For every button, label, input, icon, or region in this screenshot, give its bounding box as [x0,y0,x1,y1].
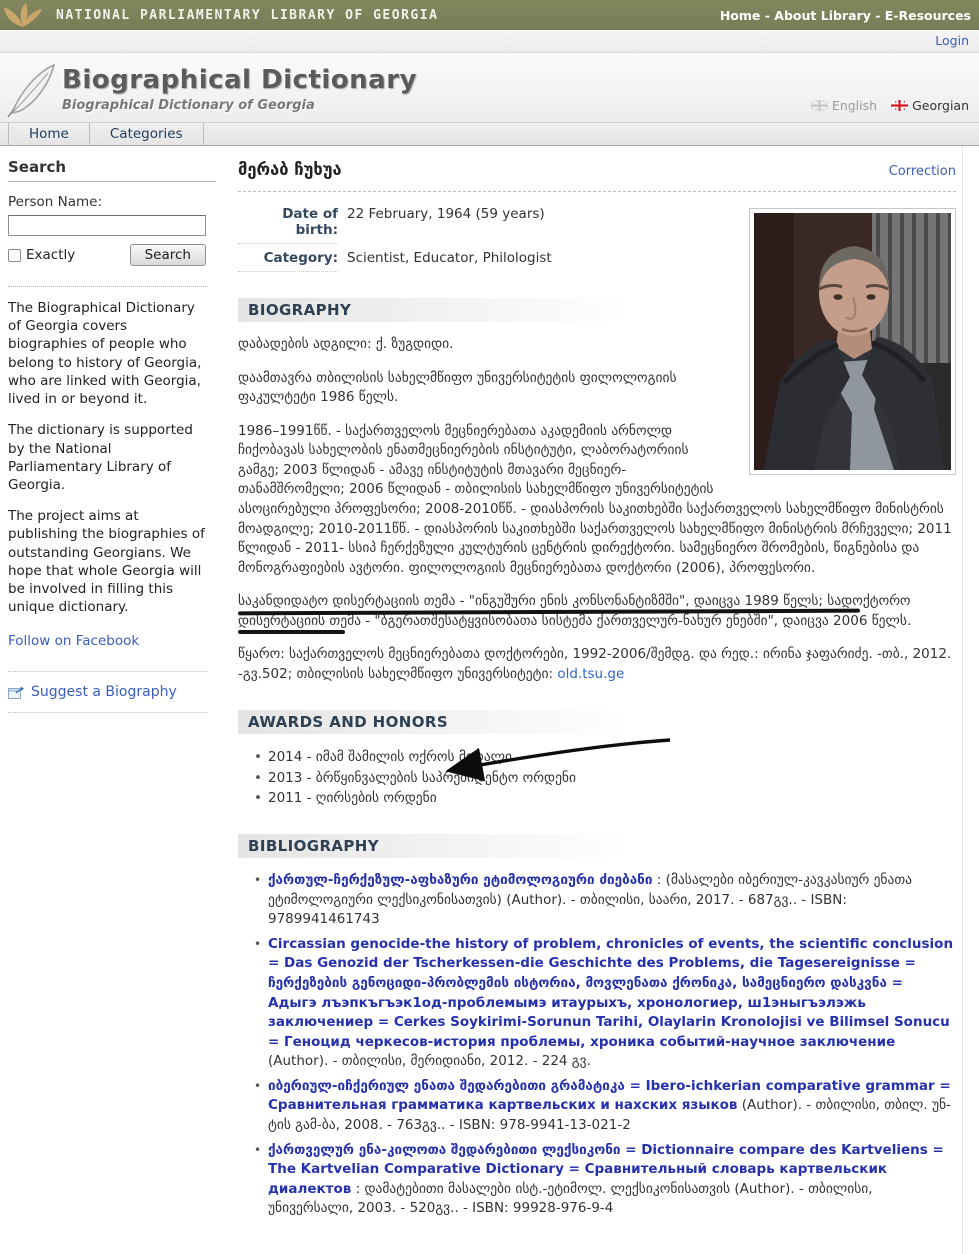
search-button[interactable]: Search [130,244,206,266]
divider [238,191,956,192]
about-paragraph: The dictionary is supported by the National Parliamentary Library of Georgia. [8,422,193,493]
biography-heading: BIOGRAPHY [238,298,630,322]
search-heading: Search [8,158,216,182]
bibliography-item-details: : (მასალები იბერიულ-კავკასიურ ენათა ეტიმოლოგიური ლექსიკონისათვის) (Author). - თბილისი, საარი, 2017. - 687გვ.. - ISBN: 9789941461743 [268,872,913,928]
language-english-link[interactable] [811,98,877,113]
category-label: Category: [238,250,338,272]
uk-flag-icon [811,98,828,113]
quill-icon [4,61,60,119]
top-nav-about-library[interactable]: About Library [774,7,871,23]
follow-facebook-link[interactable]: Follow on Facebook [8,632,140,649]
bibliography-item [268,1141,956,1219]
language-switcher [811,98,969,113]
site-subheading: Biographical Dictionary of Georgia [62,97,315,113]
source-paragraph [238,645,956,684]
suggest-biography-label: Suggest a Biography [31,683,177,700]
bibliography-title-link[interactable]: Circassian genocide-the history of problem, chronicles of events, the scientific conclusion = Das Genozid der Tscherkessen-die Geschichte des Problems, die Tagesereignisse = ჩერქეზების გენოციდი-პრობლემის ისტორია, მოვლენათა ქრონიკა, სამეცნიერო დასკვნა = Адыгэ лъэпкъгъэк1од-проблемымэ итаурыхъ, хронологиер, ш1эныгъэлэжь заключениер = Cerkes Soykirimi-Sorunun Tarihi, Olaylarin Kronolojisi ve Bilimsel Sonucu = Геноцид черкесов-история проблемы, хроника событий-научное заключение [268,935,954,1050]
bibliography-item [268,871,956,930]
category-value: Scientist, Educator, Philologist [347,250,552,266]
exactly-checkbox[interactable] [8,249,21,262]
sidebar [8,154,216,1224]
content-area [0,146,963,1254]
dissertation-rest-text: სადოქტორო დისერტაციის თემა - "ბგერათშესატყვისობათა სისტემა ქართველურ-ნახურ ენებში", დაიცვა 2006 წელს. [238,593,912,629]
suggest-biography-link[interactable] [8,684,216,700]
tab-categories[interactable]: Categories [90,123,204,145]
divider [8,712,208,713]
language-georgian-label: Georgian [912,98,969,113]
tsu-link[interactable]: old.tsu.ge [557,665,625,682]
portrait-photo [749,208,956,475]
divider [8,671,208,672]
main-content [216,154,962,1224]
person-name: მერაბ ჩუხუა [238,160,342,179]
tab-home[interactable]: Home [8,123,90,145]
awards-heading: AWARDS AND HONORS [238,710,630,734]
site-title: NATIONAL PARLIAMENTARY LIBRARY OF GEORGIA [56,7,439,23]
dissertation-paragraph [238,592,956,631]
pen-underline-annotation [238,630,345,634]
bibliography-title-link[interactable]: ქართულ-ჩერქეზულ-აფხაზური ეტიმოლოგიური ძიებანი [268,872,653,889]
dissertation-underlined-text: საკანდიდატო დისერტაციის თემა - "ინგუშური ენის კონსონანტიზმში", დაიცვა 1989 წელს; [238,593,823,610]
page-header [0,53,979,122]
nav-separator: - [760,7,775,23]
divider [8,286,208,287]
award-item: • 2014 - იმამ შამილის ოქროს მედალი [268,747,956,767]
library-logo-icon [2,2,44,28]
person-details-block [238,206,956,1219]
biography-paragraph: 1986–1991წწ. - საქართველოს მეცნიერებათა აკადემიის არნოლდ ჩიქობავას სახელობის ენათმეცნიერების ინსტიტუტი, ლაბორატორიის გამგე; 2003 წლიდან - ამავე ინსტიტუტის მთავარი მეცნიერ-თანამშრომელი; 2006 წლიდან - თბილისის სახელმწიფო უნივერსიტეტის ასოცირებული პროფესორი; 2008-2010წწ. - დიასპორის საკითხებში საქართველოს სახელმწიფო მინისტრის მოადგილე; 2010-2011წწ. - დიასპორის საკითხებში საქართველოს სახელმწიფო მინისტრის მრჩეველი; 2011 წლიდან - 2011- სსიპ ჩერქეზული კულტურის ცენტრის დირექტორი. სამეცნიერო შრომების, წიგნებისა და მონოგრაფიების ავტორი. ფილოლოგიის მეცნიერებათა დოქტორი (2006), პროფესორი. [238,422,952,576]
login-strip [0,30,979,53]
bibliography-item-details: : დამატებითი მასალები ისტ.-ეტიმოლ. ლექსიკონისათვის (Author). - თბილისი, უნივერსალი, 2003. - 520გვ.. - ISBN: 99928-976-9-4 [268,1180,873,1217]
bibliography-item [268,1077,956,1136]
bibliography-item-details: (Author). - თბილისი, თბილ. უნ-ტის გამ-ბა, 2008. - 763გვ.. - ISBN: 978-9941-13-021-2 [268,1097,951,1133]
nav-separator: - [870,7,885,23]
biography-paragraph: დაამთავრა თბილისის სახელმწიფო უნივერსიტეტის ფილოლოგიის ფაკულტეტი 1986 წელს. [238,369,677,406]
person-name-input[interactable] [8,215,206,236]
tab-bar [0,122,979,146]
about-paragraph: The Biographical Dictionary of Georgia covers biographies of people who belong to history of Georgia, who are linked with Georgia, lived in or beyond it. [8,300,202,408]
top-nav-home[interactable]: Home [719,7,761,23]
login-link[interactable]: Login [935,33,969,48]
site-heading: Biographical Dictionary [62,64,417,95]
top-nav [720,8,971,23]
correction-link[interactable]: Correction [888,164,956,179]
awards-section [238,710,956,808]
language-georgian-link[interactable] [891,98,969,113]
top-nav-e-resources[interactable]: E-Resources [884,7,971,23]
bibliography-item-details: (Author). - თბილისი, მერიდიანი, 2012. - 224 გვ. [268,1053,591,1070]
georgian-flag-icon [891,98,908,113]
source-text: წყარო: საქართველოს მეცნიერებათა დოქტორები, 1992-2006/შემდგ. და რედ.: ირინა ჯაფარიძე. -თბ., 2012. -გვ.502; თბილისის სახელმწიფო უნივერსიტეტი: [238,646,952,682]
language-english-label: English [831,98,878,113]
about-paragraph: The project aims at publishing the biographies of outstanding Georgians. We hope that whole Georgia will be involved in filling this unique dictionary. [8,508,205,616]
bibliography-title-link[interactable]: იბერიულ-იჩქერიულ ენათა შედარებითი გრამატიკა = Ibero-ichkerian comparative grammar = Сравнительная грамматика картвельских и нахских языков [268,1077,951,1114]
dob-value: 22 February, 1964 (59 years) [347,206,545,222]
award-item: • 2013 - ბრწყინვალების საპრეზიდენტო ორდენი [268,768,956,788]
exactly-label: Exactly [26,247,76,263]
biography-paragraph: დაბადების ადგილი: ქ. ზუგდიდი. [238,336,454,352]
dob-label: Date of birth: [238,206,338,244]
bibliography-title-link[interactable]: ქართველურ ენა-კილოთა შედარებითი ლექსიკონი = Dictionnaire compare des Kartveliens = The Kartvelian Comparative Dictionary = Сравнительный словарь картвельскик диалектов [268,1141,944,1197]
award-item: • 2011 - ღირსების ორდენი [268,788,956,808]
top-bar [0,0,979,30]
person-name-label: Person Name: [8,194,103,210]
bibliography-item [268,935,956,1072]
bibliography-list [238,871,956,1219]
bibliography-heading: BIBLIOGRAPHY [238,834,630,858]
suggest-biography-icon [8,685,25,699]
